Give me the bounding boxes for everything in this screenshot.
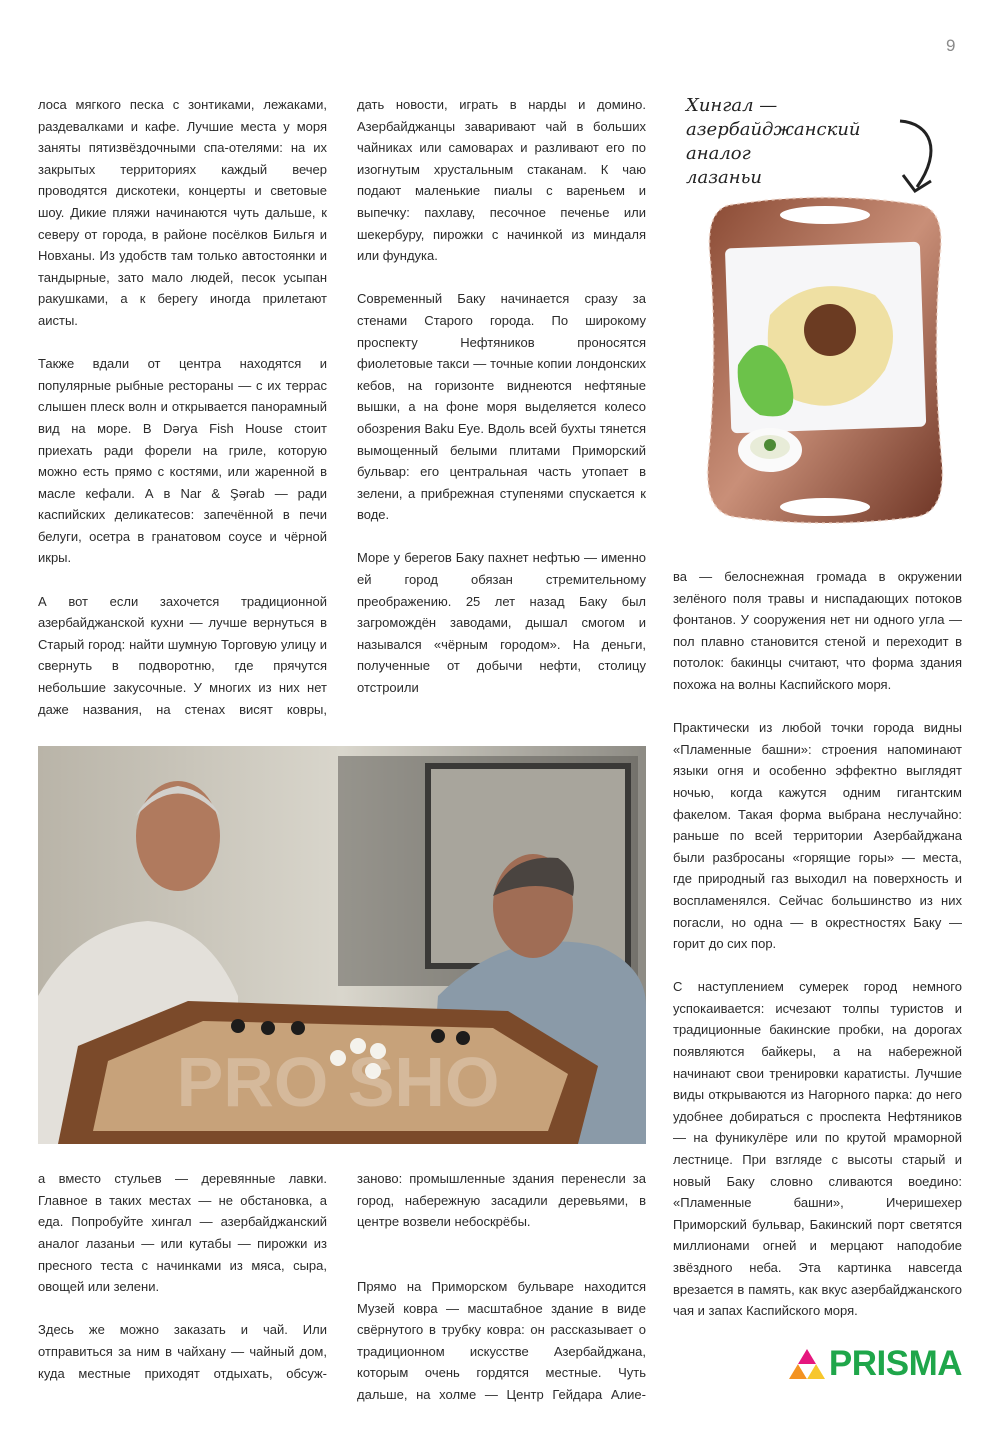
column-1-top	[38, 94, 327, 720]
column-1-bottom	[38, 1168, 327, 1384]
backgammon-players-photo	[38, 746, 646, 1144]
prisma-logo	[673, 1344, 962, 1414]
paragraph: дать новости, играть в нарды и домино. Азербайджанцы заваривают чай в больших чайниках или самоварах и разливают его по изогнутым хрустальным стаканам. К чаю подают маленькие пиалы с вареньем и выпечку: пахлаву, песочное печенье или шекербуру, пирожки с начинкой из миндаля или фундука.	[357, 97, 646, 264]
logo-text: PRISMA	[828, 1343, 962, 1383]
paragraph: Также вдали от центра находятся и популярные рыбные рестораны — с их террас слышен плеск волн и открывается панорамный вид на море. В Dərya Fish House стоит приехать ради форели на гриле, которую можно есть прямо с костями, или жаренной в масле кефали. А в Nar & Şərab — ради каспийских деликатесов: запечённой в печи белуги, осетра в гранатовом соусе и чёрной икры.	[38, 356, 327, 566]
caption-line: азербайджанский аналог	[686, 119, 861, 164]
column-2-top	[357, 94, 646, 699]
paragraph: Современный Баку начинается сразу за стенами Старого города. По широкому проспекту Нефтяников проносятся фиолетовые такси — точные копии лондонских кебов, на горизонте виднеются нефтяные вышки, а на фоне моря выделяется колесо обозрения Baku Eye. Вдоль всей бухты тянется вымощенный белыми плитами Приморский бульвар: его центральная часть утопает в зелени, а прибрежная ступенями спускается к воде.	[357, 291, 646, 523]
prisma-triangle-icon	[789, 1348, 825, 1380]
paragraph: Практически из любой точки города видны «Пламенные башни»: строения напоминают языки огня и особенно эффектно выглядят ночью, когда кажутся одним гигантским факелом. Такая форма выбрана неслучайно: раньше по всей территории Азербайджана были разбросаны «горящие горы» — места, где природный газ выходил на поверхность и воспламенялся. Сейчас большинство из них погасли, но одна — в окрестностях Баку — горит до сих пор.	[673, 720, 962, 952]
curved-arrow-icon	[895, 115, 945, 195]
photo-watermark: PRO SHO	[176, 1043, 500, 1122]
paragraph: ва — белоснежная громада в окружении зелёного поля травы и ниспадающих потоков фонтанов. У сооружения нет ни одного угла — пол плавно становится стеной и переходит в потолок: бакинцы считают, что форма здания похожа на волны Каспийского моря.	[673, 569, 962, 692]
column-2-bottom	[357, 1168, 646, 1405]
paragraph: Здесь же можно заказать и чай. Или отправиться за ним в чайхану — чайный дом, куда местные приходят отдыхать, обсуж-	[38, 1322, 327, 1381]
caption-area	[673, 94, 962, 194]
paragraph: а вместо стульев — деревянные лавки. Главное в таких местах — не обстановка, а еда. Попробуйте хингал — азербайджанский аналог лазаньи — или кутабы — пирожки из пресного теста с начинками из мяса, сыра, овощей или зелени.	[38, 1171, 327, 1295]
paragraph: А вот если захочется традиционной азербайджанской кухни — лучше вернуться в Старый город: найти шумную Торговую улицу и свернуть в подворотню, где прячутся небольшие закусочные. У многих из них нет даже названия, на стенах висят ковры,	[38, 593, 327, 717]
column-3	[673, 566, 962, 1322]
caption-line: лазаньи	[686, 167, 762, 188]
left-columns	[38, 94, 646, 1406]
paragraph: Море у берегов Баку пахнет нефтью — именно ей город обязан стремительному преображению. 25 лет назад Баку был загромождён заводами, дышал смогом и назывался «чёрным городом». На деньги, полученные от добычи нефти, столицу отстроили	[357, 550, 646, 696]
caption-line: Хингал —	[686, 95, 778, 116]
paragraph: Прямо на Приморском бульваре находится Музей ковра — масштабное здание в виде свёрнутого в трубку ковра: он рассказывает о традиционном искусстве Азербайджана, которым очень гордятся местные. Чуть дальше, на холме — Центр Гейдара Алие-	[357, 1279, 646, 1402]
khingal-tray-image	[700, 195, 950, 525]
paragraph: С наступлением сумерек город немного успокаивается: исчезают толпы туристов и традиционные бакинские пробки, на дорогах появляются байкеры, а на набережной начинают свои тренировки каратисты. Лучшие виды открываются из Нагорного парка: до него удобнее добираться с проспекта Нефтяников — на фуникулёре или по крутой мраморной лестнице. При взгляде с высоты старый и новый Баку словно сливаются воедино: «Пламенные башни», Ичеришехер Приморский бульвар, Бакинский порт светятся миллионами огней и мерцают наподобие звёздного неба. Эта картинка навсегда врезается в память, как вкус азербайджанского чая и запах Каспийского моря.	[673, 979, 962, 1319]
paragraph: лоса мягкого песка с зонтиками, лежаками, раздевалками и кафе. Лучшие места у моря заняты пятизвёздочными спа-отелями: на их закрытых территориях каждый вечер проводятся дискотеки, концерты и световые шоу. Дикие пляжи начинаются чуть дальше, к северу от города, в районе посёлков Бильгя и Новханы. Из удобств там только автостоянки и тандырные, зато мало людей, песок усыпан ракушками, а к берегу иногда прилетают аисты.	[38, 97, 327, 328]
image-caption	[686, 94, 916, 190]
page-number: 9	[946, 36, 956, 55]
right-column	[673, 94, 962, 1414]
paragraph: заново: промышленные здания перенесли за город, набережную засадили деревьями, в центре возвели небоскрёбы.	[357, 1171, 646, 1230]
top-text-row	[38, 94, 646, 720]
bottom-text-row	[38, 1168, 646, 1405]
